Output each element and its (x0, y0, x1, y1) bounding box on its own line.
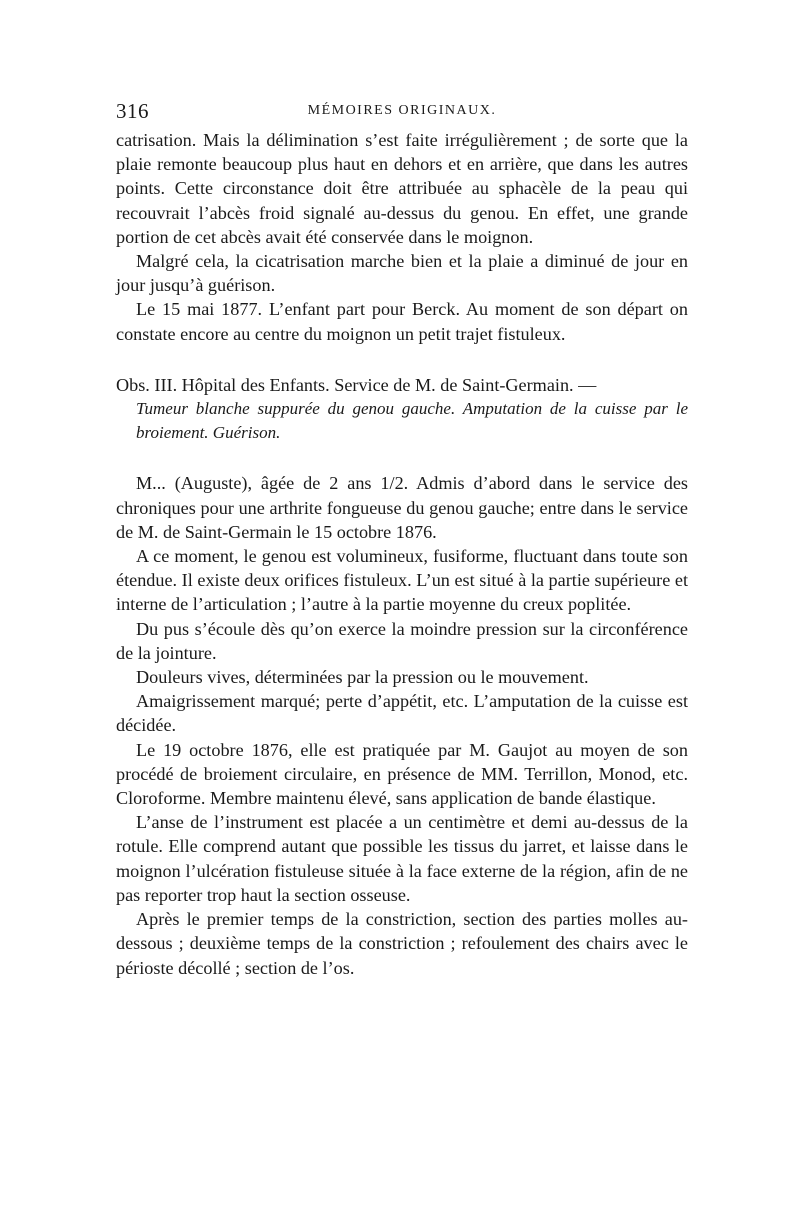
paragraph: Du pus s’écoule dès qu’on exerce la moindre pression sur la circonférence de la jointure. (116, 618, 688, 663)
paragraph: Après le premier temps de la constriction, section des parties molles au-dessous ; deuxième temps de la constriction ; refoulement des chairs avec le périoste décollé ; section de l’os. (116, 909, 688, 978)
paragraph: M... (Auguste), âgée de 2 ans 1/2. Admis d’abord dans le service des chroniques pour une arthrite fongueuse du genou gauche; entre dans le service de M. de Saint-Germain le 15 octobre 1876. (116, 473, 688, 542)
page-header (116, 96, 688, 126)
paragraph: Malgré cela, la cicatrisation marche bien et la plaie a diminué de jour en jour jusqu’à guérison. (116, 251, 688, 296)
paragraph: Le 15 mai 1877. L’enfant part pour Berck. Au moment de son départ on constate encore au centre du moignon un petit trajet fistuleux. (116, 299, 688, 344)
paragraph: catrisation. Mais la délimination s’est faite irrégulièrement ; de sorte que la plaie remonte beaucoup plus haut en dehors et en arrière, que dans les autres points. Cette circonstance doit être attribuée au sphacèle de la peau qui recouvrait l’abcès froid signalé au-dessus du genou. En effet, une grande portion de cet abcès avait été conservée dans le moignon. (116, 130, 688, 247)
paragraph: L’anse de l’instrument est placée a un centimètre et demi au-dessus de la rotule. Elle comprend autant que possible les tissus du jarret, et laisse dans le moignon l’ulcération fistuleuse située à la face externe de la région, afin de ne pas reporter trop haut la section osseuse. (116, 812, 688, 905)
paragraph: A ce moment, le genou est volumineux, fusiforme, fluctuant dans toute son étendue. Il existe deux orifices fistuleux. L’un est situé à la partie supérieure et interne de l’articulation ; l’autre à la partie moyenne du creux poplitée. (116, 546, 688, 615)
paragraph: Douleurs vives, déterminées par la pression ou le mouvement. (136, 667, 589, 688)
paragraph: Le 19 octobre 1876, elle est pratiquée par M. Gaujot au moyen de son procédé de broiement circulaire, en présence de MM. Terrillon, Monod, etc. Cloroforme. Membre maintenu élevé, sans application de bande élastique. (116, 739, 688, 809)
body-text (116, 128, 688, 980)
page-number: 316 (116, 99, 149, 123)
paragraph: Amaigrissement marqué; perte d’appétit, etc. L’amputation de la cuisse est décidée. (116, 691, 688, 736)
running-head: MÉMOIRES ORIGINAUX. (307, 103, 497, 118)
observation-title: Tumeur blanche suppurée du genou gauche. Amputation de la cuisse par le broiement. Guérison. (136, 399, 688, 443)
observation-heading: Obs. III. Hôpital des Enfants. Service de M. de Saint-Germain. — (116, 374, 597, 395)
